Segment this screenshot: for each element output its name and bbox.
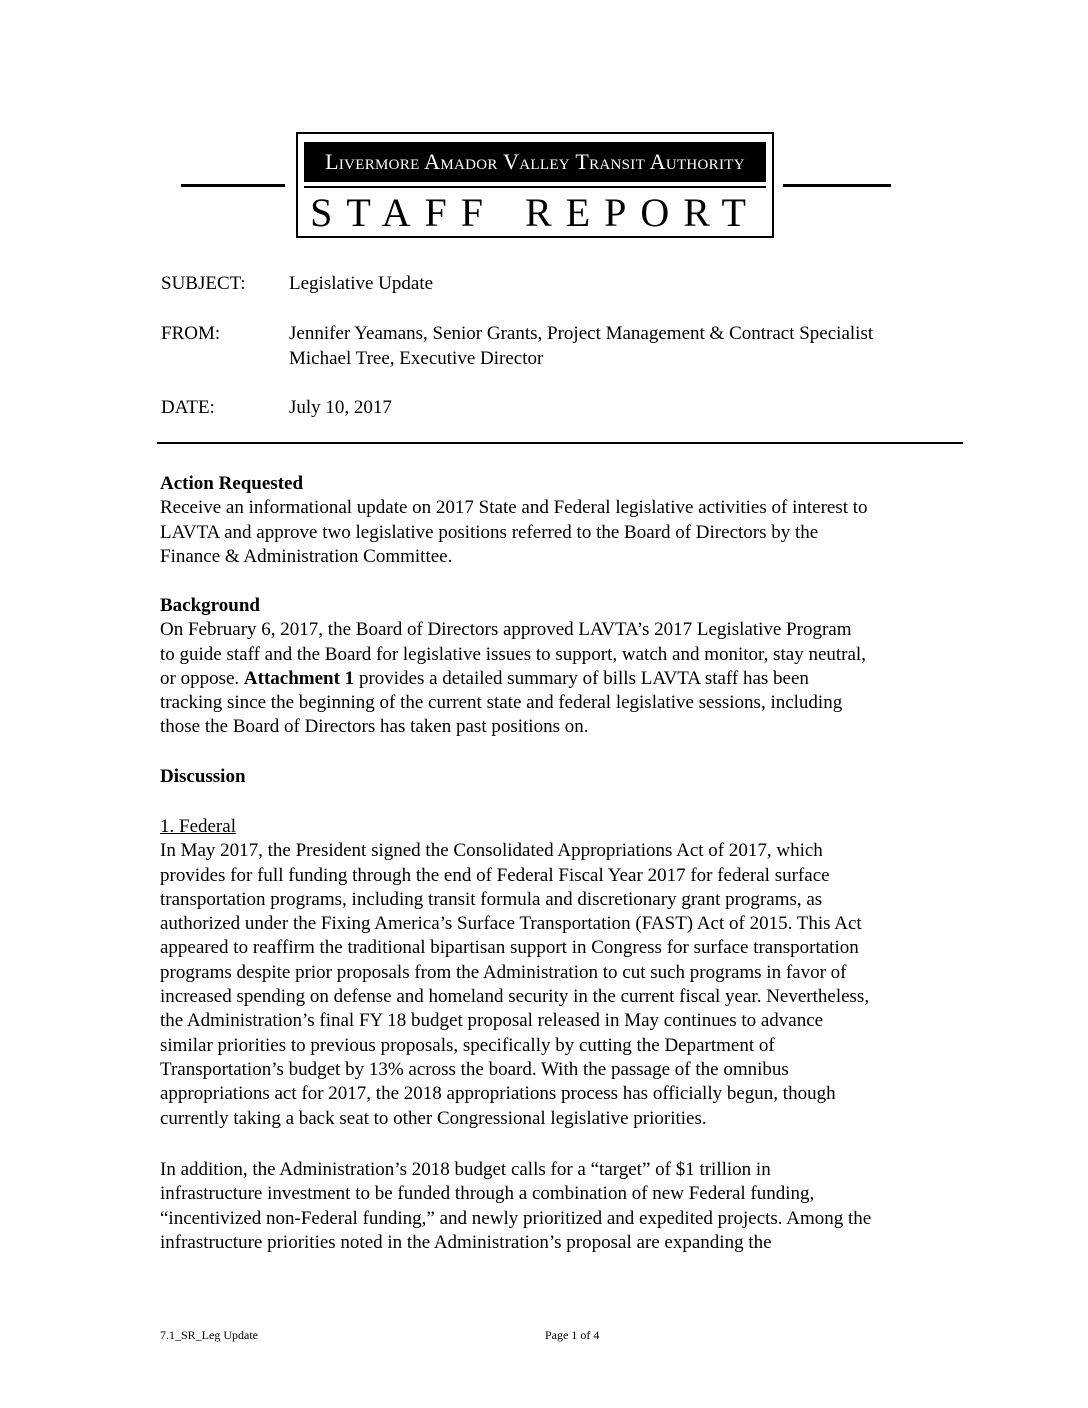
paragraph-line: “incentivized non-Federal funding,” and newly prioritized and expedited projects. Among the bbox=[160, 1207, 872, 1229]
date-value: July 10, 2017 bbox=[289, 397, 392, 418]
section-federal bbox=[160, 815, 968, 1131]
footer-file-name: 7.1_SR_Leg Update bbox=[160, 1328, 258, 1342]
paragraph-line: the Administration’s final FY 18 budget proposal released in May continues to advance bbox=[160, 1010, 824, 1032]
paragraph-line: In addition, the Administration’s 2018 budget calls for a “target” of $1 trillion in bbox=[160, 1159, 771, 1180]
report-title bbox=[304, 190, 766, 234]
paragraph-line: authorized under the Fixing America’s Surface Transportation (FAST) Act of 2015. This Act bbox=[160, 913, 862, 935]
section-heading: Discussion bbox=[160, 766, 246, 787]
paragraph-line: to guide staff and the Board for legislative issues to support, watch and monitor, stay neutral, bbox=[160, 643, 866, 665]
date-label: DATE: bbox=[161, 397, 215, 418]
report-title-word: REPORT bbox=[524, 189, 760, 235]
organization-name: Livermore Amador Valley Transit Authority bbox=[304, 142, 766, 182]
subject-value: Legislative Update bbox=[289, 273, 434, 294]
subsection-heading: 1. Federal bbox=[160, 816, 236, 837]
section-action-requested bbox=[160, 472, 968, 569]
paragraph-line: In May 2017, the President signed the Consolidated Appropriations Act of 2017, which bbox=[160, 840, 823, 862]
paragraph-line: appropriations act for 2017, the 2018 appropriations process has officially begun, though bbox=[160, 1083, 836, 1105]
paragraph-line: provides for full funding through the end of Federal Fiscal Year 2017 for federal surface bbox=[160, 864, 830, 886]
footer-page-number: Page 1 of 4 bbox=[545, 1328, 600, 1342]
masthead-rule-left bbox=[181, 184, 285, 187]
section-heading: Background bbox=[160, 595, 260, 616]
paragraph-line: tracking since the beginning of the current state and federal legislative sessions, including bbox=[160, 692, 843, 714]
paragraph-line: Finance & Administration Committee. bbox=[160, 545, 453, 567]
header-divider bbox=[157, 442, 963, 444]
text-run: or oppose. bbox=[160, 667, 244, 689]
section-discussion-heading bbox=[160, 765, 968, 789]
paragraph-line: similar priorities to previous proposals, specifically by cutting the Department of bbox=[160, 1034, 775, 1056]
from-line: Michael Tree, Executive Director bbox=[289, 348, 544, 369]
paragraph-line: increased spending on defense and homeland security in the current fiscal year. Nevertheless, bbox=[160, 986, 870, 1008]
paragraph-line bbox=[160, 667, 968, 691]
paragraph-line: appeared to reaffirm the traditional bipartisan support in Congress for surface transportation bbox=[160, 937, 859, 959]
report-title-word: STAFF bbox=[310, 189, 497, 235]
paragraph-line: infrastructure investment to be funded through a combination of new Federal funding, bbox=[160, 1183, 815, 1205]
paragraph-line: LAVTA and approve two legislative positions referred to the Board of Directors by the bbox=[160, 521, 819, 543]
paragraph-line: Receive an informational update on 2017 State and Federal legislative activities of interest to bbox=[160, 497, 868, 519]
paragraph-line: infrastructure priorities noted in the Administration’s proposal are expanding the bbox=[160, 1231, 772, 1253]
attachment-reference: Attachment 1 bbox=[243, 667, 355, 689]
paragraph-line: transportation programs, including transit formula and discretionary grant programs, as bbox=[160, 888, 823, 910]
section-federal-continued bbox=[160, 1158, 968, 1255]
section-heading: Action Requested bbox=[160, 473, 304, 494]
masthead-rule-right bbox=[783, 184, 891, 187]
from-label: FROM: bbox=[161, 323, 221, 344]
subject-label: SUBJECT: bbox=[161, 273, 246, 294]
paragraph-line: currently taking a back seat to other Congressional legislative priorities. bbox=[160, 1107, 707, 1129]
paragraph-line: Transportation’s budget by 13% across the board. With the passage of the omnibus bbox=[160, 1058, 789, 1080]
text-run: provides a detailed summary of bills LAVTA staff has been bbox=[354, 667, 809, 689]
paragraph-line: programs despite prior proposals from the Administration to cut such programs in favor of bbox=[160, 961, 847, 983]
paragraph-line: On February 6, 2017, the Board of Directors approved LAVTA’s 2017 Legislative Program bbox=[160, 619, 852, 641]
section-background bbox=[160, 594, 968, 740]
paragraph-line: those the Board of Directors has taken past positions on. bbox=[160, 716, 589, 738]
from-line: Jennifer Yeamans, Senior Grants, Project Management & Contract Specialist bbox=[289, 323, 874, 344]
masthead bbox=[296, 132, 774, 238]
